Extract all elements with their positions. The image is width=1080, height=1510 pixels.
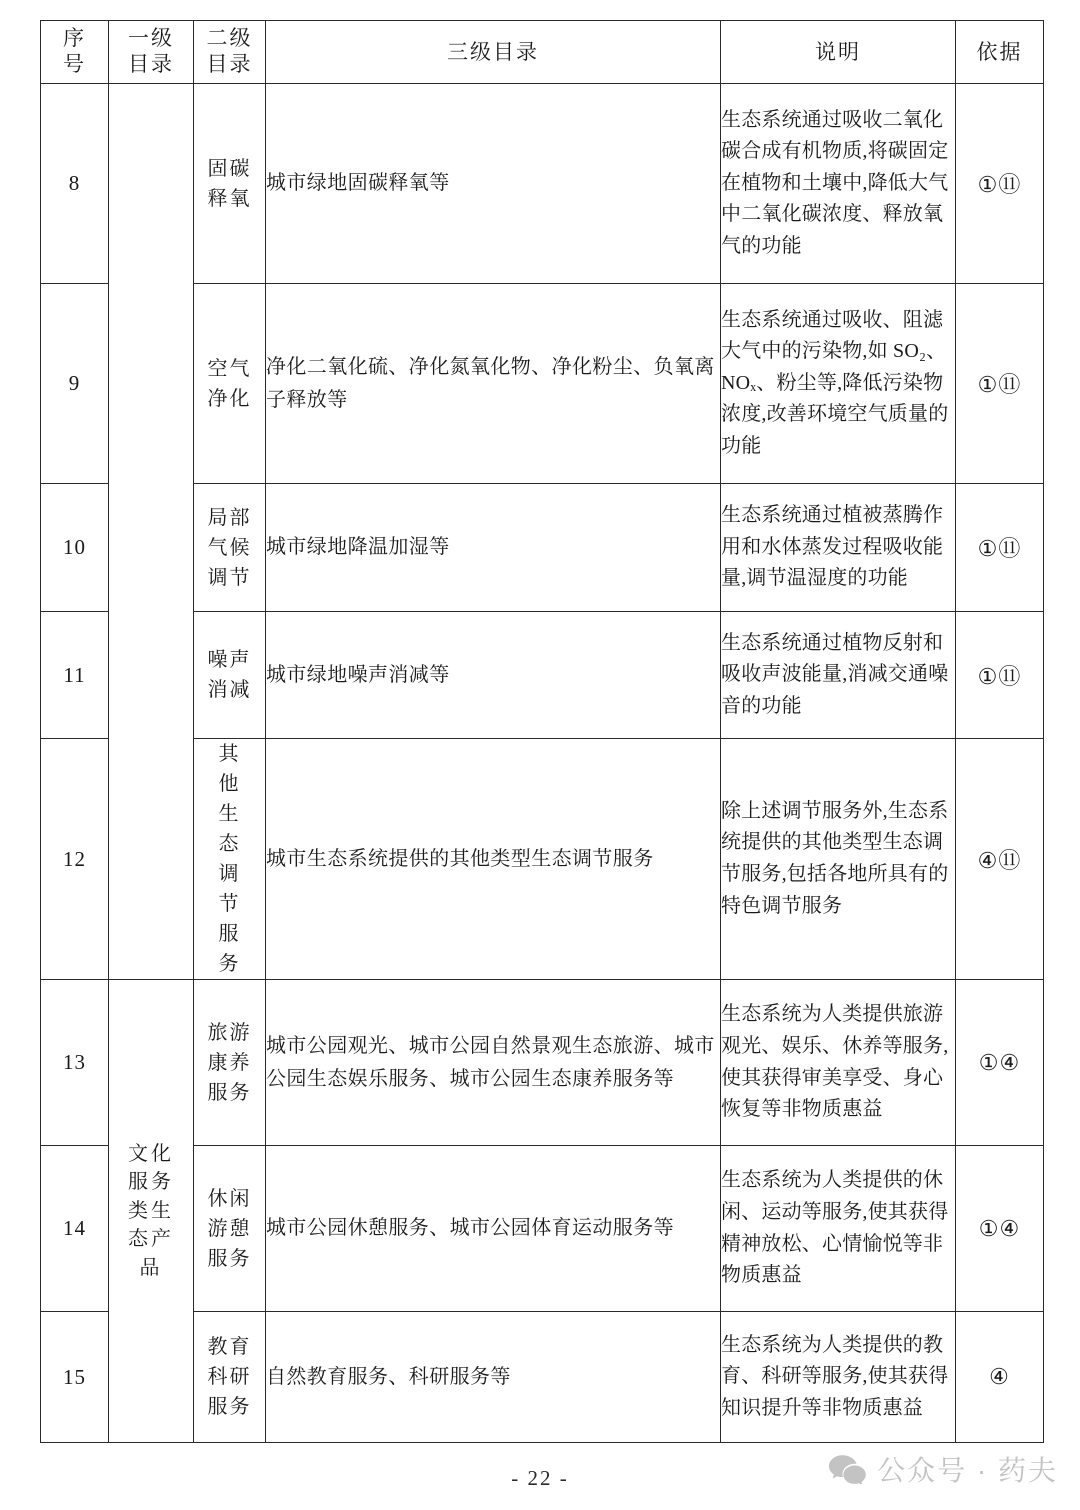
row-index: 9 — [41, 284, 109, 484]
table-header-row — [41, 21, 1044, 84]
row-level3: 城市绿地固碳释氧等 — [266, 84, 721, 284]
row-level3: 城市生态系统提供的其他类型生态调节服务 — [266, 739, 721, 980]
row-basis: ①④ — [956, 1146, 1044, 1312]
level2-line: 生 — [218, 803, 241, 825]
header-index — [41, 21, 109, 84]
row-basis: ④⑪ — [956, 739, 1044, 980]
level1-line: 文化 — [128, 1143, 174, 1166]
row-level2 — [194, 1312, 266, 1443]
row-description: 除上述调节服务外,生态系统提供的其他类型生态调节服务,包括各地所具有的特色调节服务 — [721, 739, 956, 980]
watermark-text: 公众号 · 药夫 — [877, 1455, 1058, 1486]
level2-line: 服务 — [207, 1081, 252, 1104]
level2-line: 服 — [218, 923, 241, 945]
level2-line: 空气 — [207, 357, 252, 380]
header-index-line1: 序 — [63, 26, 86, 51]
header-basis: 依据 — [956, 21, 1044, 84]
row-level2 — [194, 980, 266, 1146]
level1-line: 品 — [139, 1256, 163, 1279]
header-level3: 三级目录 — [266, 21, 721, 84]
level2-line: 休闲 — [207, 1187, 252, 1210]
row-description: 生态系统通过植物反射和吸收声波能量,消减交通噪音的功能 — [721, 612, 956, 739]
level2-line: 噪声 — [207, 649, 252, 671]
row-level2 — [194, 612, 266, 739]
level1-line: 类生 — [128, 1199, 174, 1222]
row-basis: ①⑪ — [956, 484, 1044, 612]
level2-line: 消减 — [207, 679, 252, 701]
row-index: 11 — [41, 612, 109, 739]
level2-line: 旅游 — [207, 1021, 252, 1044]
row-description: 生态系统为人类提供旅游观光、娱乐、休养等服务,使其获得审美享受、身心恢复等非物质惠益 — [721, 980, 956, 1146]
row-level1-group-regulating — [109, 84, 194, 980]
table-row — [41, 980, 1044, 1146]
watermark — [828, 1449, 1058, 1489]
row-level3: 城市公园观光、城市公园自然景观生态旅游、城市公园生态娱乐服务、城市公园生态康养服务等 — [266, 980, 721, 1146]
level2-line: 节 — [218, 893, 241, 915]
row-level3: 城市公园休憩服务、城市公园体育运动服务等 — [266, 1146, 721, 1312]
level2-line: 科研 — [207, 1366, 252, 1388]
ecological-product-catalog-table — [40, 20, 1044, 1443]
level2-line: 调节 — [207, 566, 252, 589]
row-index: 10 — [41, 484, 109, 612]
level2-line: 态 — [218, 833, 241, 855]
row-level2 — [194, 284, 266, 484]
level2-line: 服务 — [207, 1247, 252, 1270]
row-level2 — [194, 84, 266, 284]
row-description: 生态系统为人类提供的休闲、运动等服务,使其获得精神放松、心情愉悦等非物质惠益 — [721, 1146, 956, 1312]
header-description: 说明 — [721, 21, 956, 84]
level1-line: 态产 — [128, 1228, 174, 1251]
header-level1 — [109, 21, 194, 84]
row-index: 8 — [41, 84, 109, 284]
level2-line: 调 — [218, 863, 241, 885]
row-basis: ①⑪ — [956, 612, 1044, 739]
row-index: 14 — [41, 1146, 109, 1312]
table-row — [41, 84, 1044, 284]
level1-line: 服务 — [128, 1171, 174, 1194]
level2-line: 服务 — [207, 1396, 252, 1418]
row-level3: 城市绿地噪声消减等 — [266, 612, 721, 739]
row-index: 12 — [41, 739, 109, 980]
row-level2 — [194, 739, 266, 980]
row-basis: ①⑪ — [956, 284, 1044, 484]
header-level2-line1: 二级 — [206, 26, 253, 51]
row-description: 生态系统通过植被蒸腾作用和水体蒸发过程吸收能量,调节温湿度的功能 — [721, 484, 956, 612]
level2-line: 气候 — [207, 536, 252, 559]
row-level2 — [194, 1146, 266, 1312]
row-level3: 城市绿地降温加湿等 — [266, 484, 721, 612]
level2-line: 释氧 — [207, 187, 252, 210]
row-level3: 自然教育服务、科研服务等 — [266, 1312, 721, 1443]
header-level2-line2: 目录 — [206, 52, 253, 76]
row-basis: ①④ — [956, 980, 1044, 1146]
row-description: 生态系统为人类提供的教育、科研等服务,使其获得知识提升等非物质惠益 — [721, 1312, 956, 1443]
level2-line: 务 — [218, 953, 241, 975]
level2-line: 其 — [218, 743, 241, 765]
level2-line: 他 — [218, 773, 241, 795]
level2-line: 教育 — [207, 1336, 252, 1358]
page-number: - 22 - — [511, 1466, 569, 1490]
row-description: 生态系统通过吸收二氧化碳合成有机物质,将碳固定在植物和土壤中,降低大气中二氧化碳浓度、释放氧气的功能 — [721, 84, 956, 284]
wechat-icon — [828, 1454, 866, 1484]
header-level1-line2: 目录 — [128, 52, 174, 76]
row-index: 13 — [41, 980, 109, 1146]
row-level1-group-cultural — [109, 980, 194, 1443]
level2-line: 局部 — [207, 506, 252, 529]
level2-line: 游憩 — [207, 1217, 252, 1240]
header-index-line2: 号 — [63, 52, 86, 76]
row-level2 — [194, 484, 266, 612]
row-level3: 净化二氧化硫、净化氮氧化物、净化粉尘、负氧离子释放等 — [266, 284, 721, 484]
row-index: 15 — [41, 1312, 109, 1443]
row-basis: ④ — [956, 1312, 1044, 1443]
row-basis: ①⑪ — [956, 84, 1044, 284]
level2-line: 固碳 — [207, 157, 252, 180]
header-level2 — [194, 21, 266, 84]
level2-line: 康养 — [207, 1051, 252, 1074]
level2-line: 净化 — [207, 387, 252, 410]
header-level1-line1: 一级 — [128, 26, 174, 51]
row-description: 生态系统通过吸收、阻滤大气中的污染物,如 SO₂、NOₓ、粉尘等,降低污染物浓度,改善环境空气质量的功能 — [721, 284, 956, 484]
